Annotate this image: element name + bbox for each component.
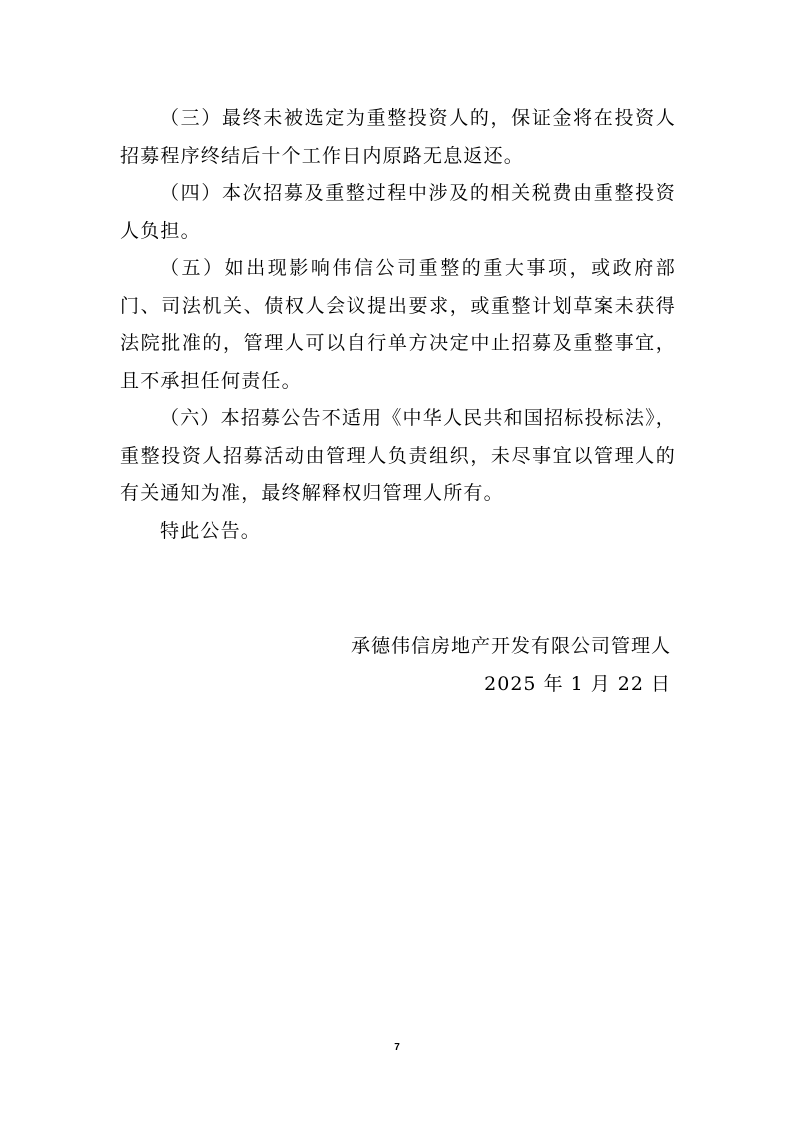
paragraph-taxes: （四）本次招募及重整过程中涉及的相关税费由重整投资人负担。 [120,182,676,242]
signature-block [351,628,671,703]
paragraph-suspension: （五）如出现影响伟信公司重整的重大事项，或政府部门、司法机关、债权人会议提出要求，或重整计划草案未获得法院批准的，管理人可以自行单方决定中止招募及重整事宜，且不承担任何责任。 [120,257,676,392]
signature-date: 2025 年 1 月 22 日 [484,672,671,695]
announcement-body [120,100,676,550]
signature-organization: 承德伟信房地产开发有限公司管理人 [350,635,671,657]
paragraph-tender-law: （六）本招募公告不适用《中华人民共和国招标投标法》，重整投资人招募活动由管理人负责组织，未尽事宜以管理人的有关通知为准，最终解释权归管理人所有。 [120,407,676,504]
page-number: 7 [394,1042,400,1053]
paragraph-closing: 特此公告。 [160,519,262,542]
paragraph-refund-deposit: （三）最终未被选定为重整投资人的，保证金将在投资人招募程序终结后十个工作日内原路无息返还。 [120,107,676,167]
